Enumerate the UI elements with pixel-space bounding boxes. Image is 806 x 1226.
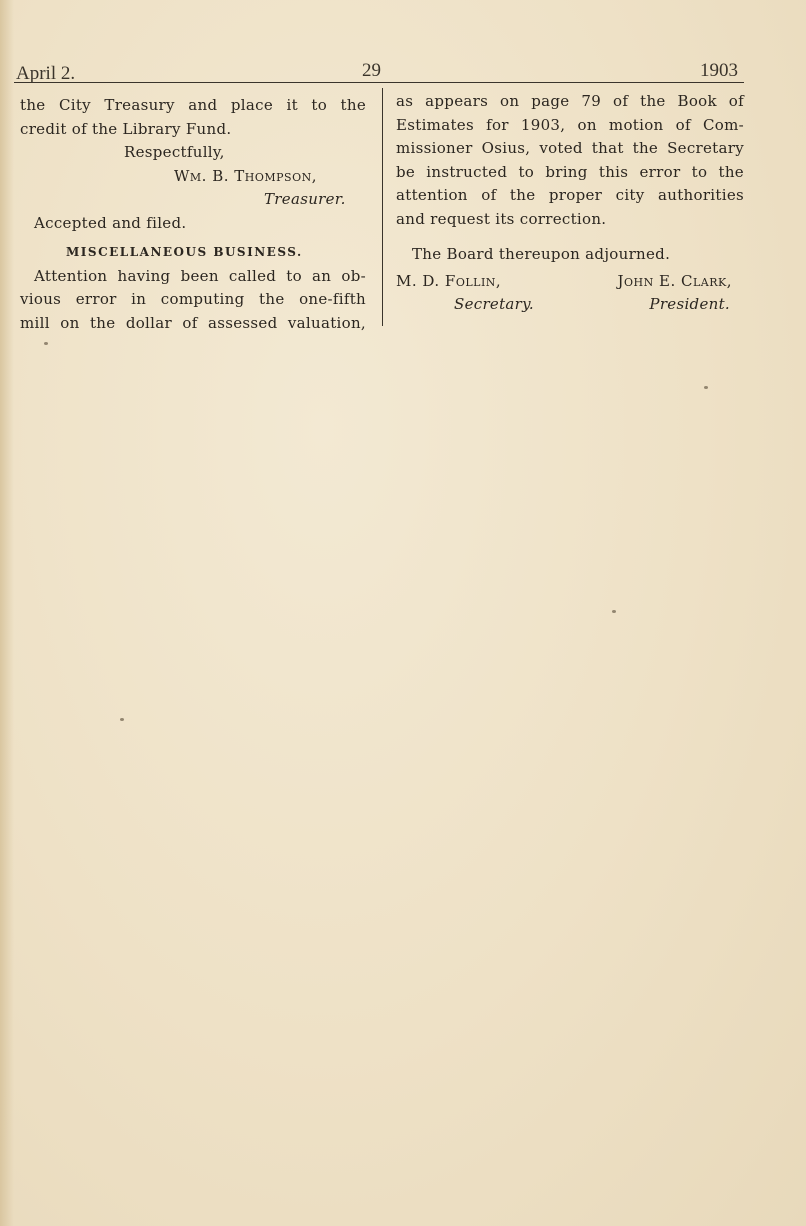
body-line: credit of the Library Fund. — [20, 119, 232, 138]
adjourned-note: The Board thereupon adjourned. — [412, 245, 671, 263]
paper-speck — [120, 718, 124, 721]
paper-speck — [612, 610, 616, 613]
body-line: Attention having been called to an ob- — [34, 266, 366, 285]
president-name: John E. Clark, — [617, 271, 732, 290]
paper-speck — [704, 386, 708, 389]
accepted-note: Accepted and filed. — [34, 213, 187, 232]
page-header — [0, 60, 806, 90]
body-line: Estimates for 1903, on motion of Com- — [396, 115, 744, 134]
letter-closing: Respectfully, — [124, 143, 225, 161]
header-date: April 2. — [16, 63, 76, 84]
body-line: and request its correction. — [396, 209, 607, 228]
signer-name: Wm. B. Thompson, — [174, 166, 318, 185]
signature-names-row — [396, 270, 744, 294]
left-column — [20, 94, 366, 335]
body-line: as appears on page 79 of the Book of — [396, 92, 744, 110]
signer-title: Treasurer. — [264, 190, 346, 208]
body-line: vious error in computing the one-fifth — [20, 290, 366, 308]
right-column — [396, 90, 744, 317]
signature-titles-row — [396, 293, 744, 317]
body-line: mill on the dollar of assessed valuation, — [20, 313, 366, 332]
column-divider — [382, 88, 383, 326]
header-year: 1903 — [700, 60, 738, 81]
body-line: missioner Osius, voted that the Secretary — [396, 139, 744, 157]
body-line: attention of the proper city authorities — [396, 186, 744, 204]
secretary-name: M. D. Follin, — [396, 271, 502, 290]
header-rule — [14, 82, 744, 83]
paper-speck — [44, 342, 48, 345]
body-line: be instructed to bring this error to the — [396, 162, 744, 181]
page-number: 29 — [362, 60, 381, 81]
secretary-title: Secretary. — [454, 295, 534, 313]
body-line: the City Treasury and place it to the — [20, 96, 366, 114]
section-heading: MISCELLANEOUS BUSINESS. — [66, 245, 303, 259]
page-edge-shadow — [0, 0, 14, 1226]
president-title: President. — [649, 295, 730, 313]
